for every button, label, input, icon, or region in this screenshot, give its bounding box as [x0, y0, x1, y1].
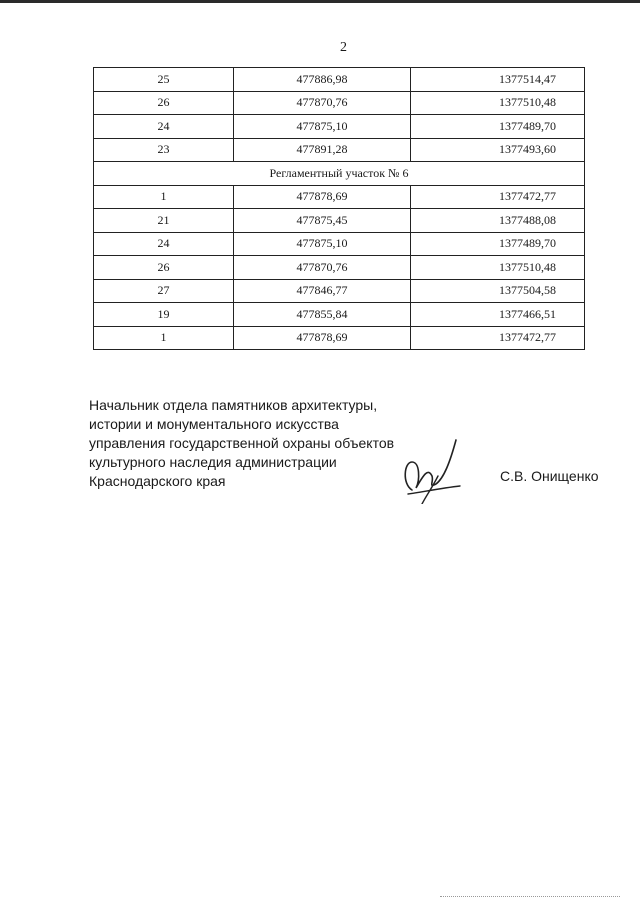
coordinates-table [93, 67, 585, 350]
position-line-1: Начальник отдела памятников архитектуры, [89, 397, 378, 413]
scan-noise [440, 896, 620, 899]
table-row [94, 279, 585, 303]
point-cell: 24 [94, 232, 234, 256]
x-coordinate-cell: 477870,76 [234, 91, 411, 115]
point-cell: 19 [94, 303, 234, 327]
point-cell: 27 [94, 279, 234, 303]
table-row [94, 232, 585, 256]
table-row [94, 68, 585, 92]
point-cell: 24 [94, 115, 234, 139]
point-cell: 25 [94, 68, 234, 92]
position-line-4: культурного наследия администрации [89, 454, 337, 470]
x-coordinate-cell: 477875,10 [234, 232, 411, 256]
y-coordinate-cell: 1377493,60 [411, 138, 585, 162]
section-title: Регламентный участок № 6 [94, 162, 585, 186]
x-coordinate-cell: 477875,45 [234, 209, 411, 233]
section-row [94, 162, 585, 186]
table-row [94, 256, 585, 280]
x-coordinate-cell: 477875,10 [234, 115, 411, 139]
y-coordinate-cell: 1377504,58 [411, 279, 585, 303]
signer-name: С.В. Онищенко [500, 468, 599, 484]
y-coordinate-cell: 1377510,48 [411, 256, 585, 280]
y-coordinate-cell: 1377472,77 [411, 326, 585, 350]
x-coordinate-cell: 477878,69 [234, 185, 411, 209]
table-row [94, 209, 585, 233]
y-coordinate-cell: 1377466,51 [411, 303, 585, 327]
point-cell: 26 [94, 91, 234, 115]
table-row [94, 138, 585, 162]
table-row [94, 115, 585, 139]
x-coordinate-cell: 477870,76 [234, 256, 411, 280]
y-coordinate-cell: 1377514,47 [411, 68, 585, 92]
x-coordinate-cell: 477846,77 [234, 279, 411, 303]
point-cell: 26 [94, 256, 234, 280]
table-row [94, 91, 585, 115]
signature-block [89, 396, 394, 491]
x-coordinate-cell: 477886,98 [234, 68, 411, 92]
position-line-2: истории и монументального искусства [89, 416, 339, 432]
coordinates-table-body [94, 68, 585, 350]
page-number: 2 [340, 40, 347, 55]
y-coordinate-cell: 1377489,70 [411, 115, 585, 139]
point-cell: 1 [94, 326, 234, 350]
x-coordinate-cell: 477855,84 [234, 303, 411, 327]
y-coordinate-cell: 1377472,77 [411, 185, 585, 209]
position-line-5: Краснодарского края [89, 473, 226, 489]
point-cell: 1 [94, 185, 234, 209]
table-row [94, 303, 585, 327]
y-coordinate-cell: 1377489,70 [411, 232, 585, 256]
table-row [94, 185, 585, 209]
position-line-3: управления государственной охраны объектов [89, 435, 395, 451]
x-coordinate-cell: 477891,28 [234, 138, 411, 162]
x-coordinate-cell: 477878,69 [234, 326, 411, 350]
y-coordinate-cell: 1377510,48 [411, 91, 585, 115]
table-row [94, 326, 585, 350]
y-coordinate-cell: 1377488,08 [411, 209, 585, 233]
scan-top-edge [0, 0, 640, 3]
handwritten-signature [398, 432, 468, 504]
point-cell: 21 [94, 209, 234, 233]
point-cell: 23 [94, 138, 234, 162]
